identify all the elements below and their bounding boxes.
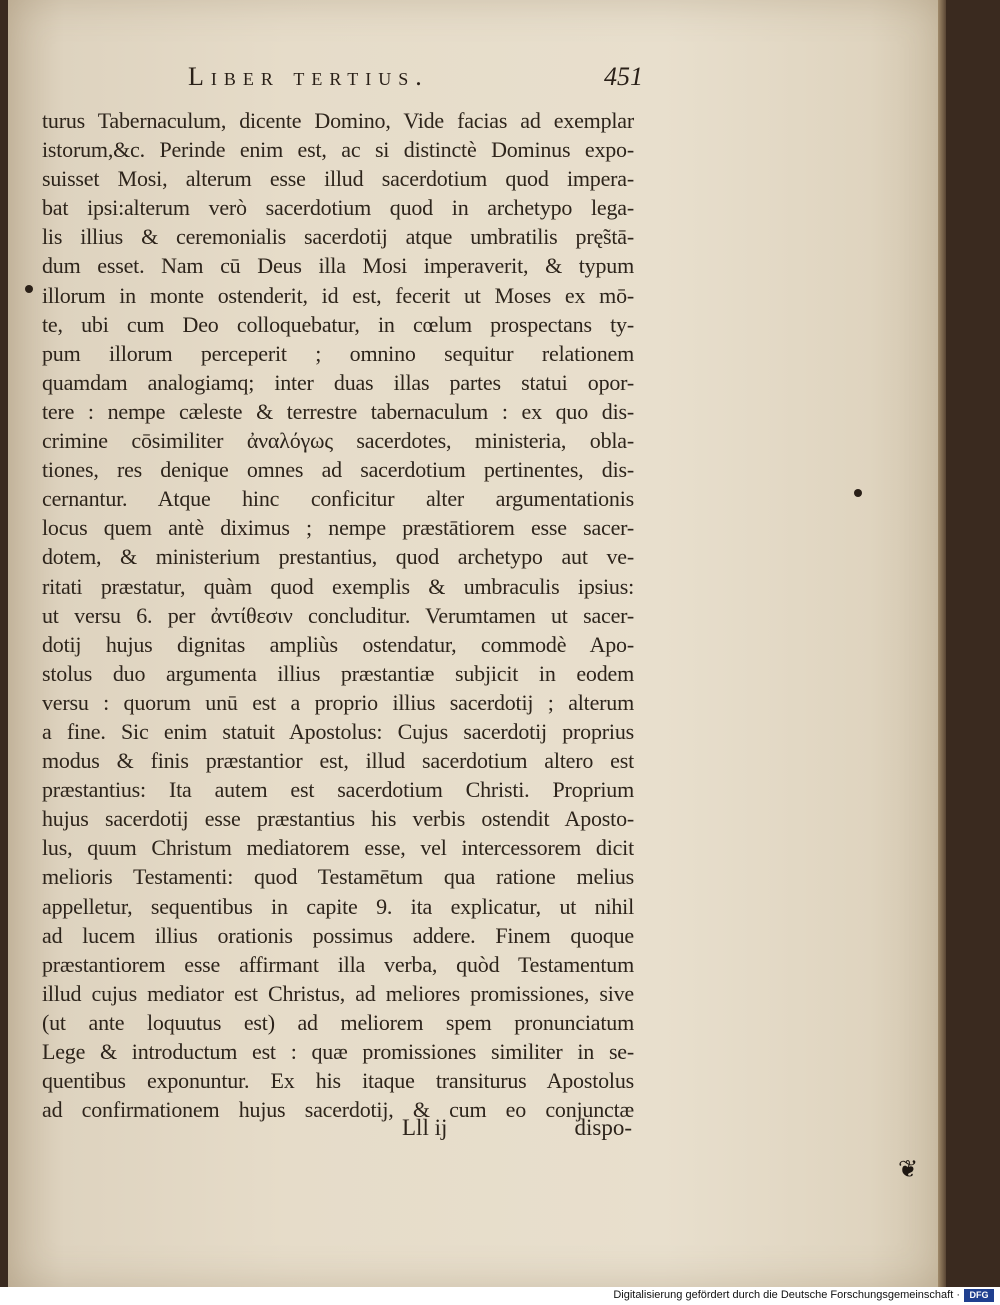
text-line: bat ipsi:alterum verò sacerdotium quod in archetypo lega- — [42, 195, 634, 221]
text-line: suisset Mosi, alterum esse illud sacerdotium quod impera- — [42, 166, 634, 192]
text-line: te, ubi cum Deo colloquebatur, in cœlum prospectans ty- — [42, 311, 634, 337]
text-line: ad lucem illius orationis possimus addere. Finem quoque — [42, 922, 634, 948]
text-line: lis illius & ceremonialis sacerdotij atque umbratilis prę̃stā- — [42, 224, 634, 250]
text-line: appelletur, sequentibus in capite 9. ita explicatur, ut nihil — [42, 893, 634, 919]
text-line: ad confirmationem hujus sacerdotij, & cum eo conjunctæ — [42, 1097, 634, 1123]
dfg-logo: DFG — [964, 1289, 994, 1302]
text-line: præstantius: Ita autem est sacerdotium Christi. Proprium — [42, 777, 634, 803]
text-line: hujus sacerdotij esse præstantius his verbis ostendit Aposto- — [42, 806, 634, 832]
catchword: dispo- — [574, 1115, 632, 1140]
footer-bar — [0, 1287, 1000, 1305]
text-line: quentibus exponuntur. Ex his itaque transiturus Apostolus — [42, 1068, 634, 1094]
text-line: Lege & introductum est : quæ promissiones similiter in se- — [42, 1039, 634, 1064]
text-line: ut versu 6. per ἀντίθεσιν concluditur. Verumtamen ut sacer- — [42, 602, 634, 628]
text-line: locus quem antè diximus ; nempe præstātiorem esse sacer- — [42, 515, 634, 541]
running-head: Liber tertius. — [188, 62, 429, 91]
text-line: pum illorum perceperit ; omnino sequitur relationem — [42, 340, 634, 366]
text-line: istorum,&c. Perinde enim est, ac si distinctè Dominus expo- — [42, 137, 634, 163]
text-line: (ut ante loquutus est) ad meliorem spem pronunciatum — [42, 1009, 634, 1035]
text-line: stolus duo argumenta illius præstantiæ subjicit in eodem — [42, 660, 634, 686]
text-line: dum esset. Nam cū Deus illa Mosi imperaverit, & typum — [42, 253, 634, 279]
text-line: dotij hujus dignitas ampliùs ostendatur, commodè Apo- — [42, 631, 634, 657]
text-line: lus, quum Christum mediatorem esse, vel intercessorem dicit — [42, 835, 634, 861]
catchline — [42, 1115, 634, 1145]
text-line: crimine cōsimiliter ἀναλόγως sacerdotes, ministeria, obla- — [42, 428, 634, 454]
book-page — [8, 0, 945, 1287]
text-line: turus Tabernaculum, dicente Domino, Vide facias ad exemplar — [42, 108, 634, 133]
page-edge — [938, 0, 946, 1287]
text-line: modus & finis præstantior est, illud sacerdotium altero est — [42, 748, 634, 774]
text-line: dotem, & ministerium prestantius, quod archetypo aut ve- — [42, 544, 634, 570]
signature-mark: Lll ij — [402, 1115, 448, 1140]
margin-dot-left — [25, 285, 33, 293]
text-line: illorum in monte ostenderit, id est, fecerit ut Moses ex mō- — [42, 282, 634, 308]
text-line: quamdam analogiamq; inter duas illas partes statui opor- — [42, 369, 634, 395]
text-line: cernantur. Atque hinc conficitur alter argumentationis — [42, 486, 634, 512]
footer-credit: Digitalisierung gefördert durch die Deutsche Forschungsgemeinschaft · — [613, 1289, 960, 1301]
text-line: illud cujus mediator est Christus, ad meliores promissiones, sive — [42, 980, 634, 1006]
text-line: melioris Testamenti: quod Testamētum qua ratione melius — [42, 864, 634, 890]
ornament-icon: ❦ — [898, 1157, 919, 1183]
text-line: a fine. Sic enim statuit Apostolus: Cujus sacerdotij proprius — [42, 718, 634, 744]
text-line: versu : quorum unū est a proprio illius sacerdotij ; alterum — [42, 689, 634, 715]
margin-dot-right — [854, 489, 862, 497]
text-line: ritati præstatur, quàm quod exemplis & umbraculis ipsius: — [42, 573, 634, 599]
text-line: præstantiorem esse affirmant illa verba, quòd Testamentum — [42, 951, 634, 977]
text-line: tere : nempe cæleste & terrestre tabernaculum : ex quo dis- — [42, 398, 634, 424]
text-line: tiones, res denique omnes ad sacerdotium pertinentes, dis- — [42, 457, 634, 483]
body-text — [42, 106, 634, 1124]
page-number: 451 — [604, 62, 643, 91]
